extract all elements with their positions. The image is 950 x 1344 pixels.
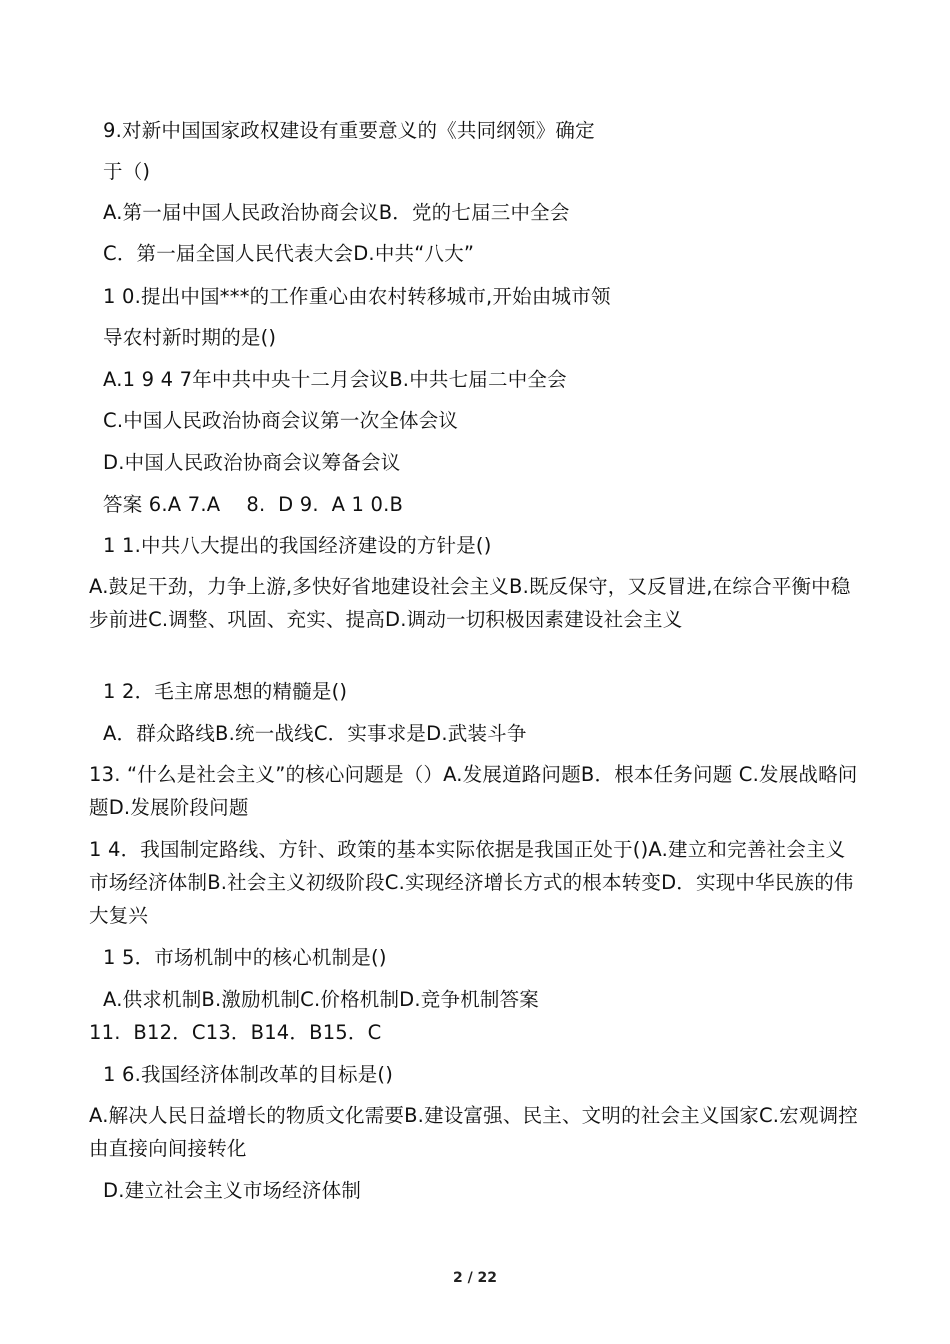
question-11-stem: 1 1.中共八大提出的我国经济建设的方针是() xyxy=(103,534,492,557)
question-12-options: A．群众路线B.统一战线C．实事求是D.武装斗争 xyxy=(103,722,527,745)
question-14: 1 4．我国制定路线、方针、政策的基本实际依据是我国正处于()A.建立和完善社会主义市场经济体制B.社会主义初级阶段C.实现经济增长方式的根本转变D．实现中华民族的伟大复兴 xyxy=(89,838,854,927)
question-9-options-ab: A.第一届中国人民政治协商会议B．党的七届三中全会 xyxy=(103,201,570,224)
page-number: 2 / 22 xyxy=(452,1270,498,1286)
answers-6-10: 答案 6.A 7.A 8. D 9. A 1 0.B xyxy=(103,493,404,516)
question-10-option-c: C.中国人民政治协商会议第一次全体会议 xyxy=(103,409,459,432)
question-10-options-ab: A.1 9 4 7年中共中央十二月会议B.中共七届二中全会 xyxy=(103,368,567,391)
question-9-line-1: 9.对新中国国家政权建设有重要意义的《共同纲领》确定 xyxy=(103,119,595,142)
question-16-options-abc: A.解决人民日益增长的物质文化需要B.建设富强、民主、文明的社会主义国家C.宏观调控由直接向间接转化 xyxy=(89,1104,858,1160)
question-16-option-d: D.建立社会主义市场经济体制 xyxy=(103,1179,362,1202)
question-10-line-2: 导农村新时期的是() xyxy=(103,326,277,349)
answers-11-15: 11. B12．C13．B14．B15．C xyxy=(89,1021,382,1044)
question-12-stem: 1 2．毛主席思想的精髓是() xyxy=(103,680,348,703)
question-13: 13. “什么是社会主义”的核心问题是（）A.发展道路问题B．根本任务问题 C.发展战略问题D.发展阶段问题 xyxy=(89,763,858,819)
question-9-line-2: 于（) xyxy=(103,160,151,183)
question-11-options: A.鼓足干劲，力争上游,多快好省地建设社会主义B.既反保守，又反冒进,在综合平衡中稳步前进C.调整、巩固、充实、提高D.调动一切积极因素建设社会主义 xyxy=(89,575,851,631)
question-15-stem: 1 5．市场机制中的核心机制是() xyxy=(103,946,387,969)
question-16-stem: 1 6.我国经济体制改革的目标是() xyxy=(103,1063,394,1086)
question-10-line-1: 1 0.提出中国***的工作重心由农村转移城市,开始由城市领 xyxy=(103,285,611,308)
question-15-options: A.供求机制B.激励机制C.价格机制D.竞争机制答案 xyxy=(103,988,539,1011)
question-10-option-d: D.中国人民政治协商会议筹备会议 xyxy=(103,451,401,474)
question-9-options-cd: C．第一届全国人民代表大会D.中共“八大” xyxy=(103,242,475,265)
